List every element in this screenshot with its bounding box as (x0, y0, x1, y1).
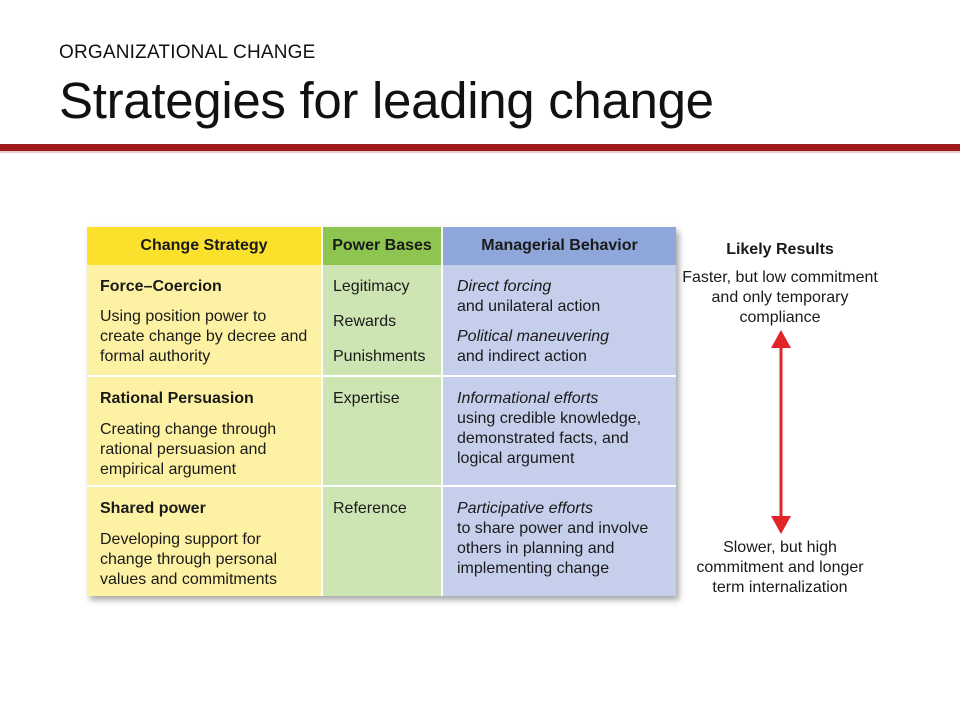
strategy-description: Developing support for change through personal values and commitments (100, 531, 278, 588)
behavior-detail: to share power and involve others in planning and implementing change (457, 520, 649, 577)
slide-overline: ORGANIZATIONAL CHANGE (59, 42, 316, 63)
double-arrow-icon (769, 330, 793, 534)
behavior-detail: and unilateral action (457, 298, 601, 315)
behavior-title: Participative efforts (457, 500, 594, 517)
results-heading: Likely Results (726, 241, 834, 258)
strategy-name: Rational Persuasion (100, 390, 254, 407)
table-row-shared-power-strategy (87, 485, 321, 596)
table-row-force-coercion-behavior (441, 265, 676, 375)
behavior-title: Political maneuvering (457, 328, 610, 345)
behavior-item (457, 327, 670, 367)
power-base: Legitimacy (333, 278, 410, 295)
behavior-item (457, 499, 670, 579)
likely-results-bottom (680, 538, 880, 598)
table-row-shared-power-power (321, 485, 441, 596)
strategy-description: Creating change through rational persuasion and empirical argument (100, 421, 277, 478)
table-row-force-coercion-strategy (87, 265, 321, 375)
strategy-name: Force–Coercion (100, 278, 222, 295)
table-row-shared-power-behavior (441, 485, 676, 596)
table-row-rational-persuasion-behavior (441, 375, 676, 485)
behavior-detail: and indirect action (457, 348, 587, 365)
slide-header (59, 42, 714, 129)
strategy-table (87, 227, 676, 596)
table-row-force-coercion-power (321, 265, 441, 375)
header-change-strategy: Change Strategy (87, 227, 321, 265)
table-row-rational-persuasion-power (321, 375, 441, 485)
header-power-bases: Power Bases (321, 227, 441, 265)
likely-results-top (680, 240, 880, 328)
table-row-rational-persuasion-strategy (87, 375, 321, 485)
behavior-item (457, 277, 670, 317)
title-divider (0, 144, 960, 151)
behavior-title: Informational efforts (457, 390, 599, 407)
strategy-name: Shared power (100, 500, 206, 517)
strategy-description: Using position power to create change by decree and formal authority (100, 308, 308, 365)
behavior-item (457, 389, 670, 469)
power-base: Reference (333, 500, 407, 517)
header-managerial-behavior: Managerial Behavior (441, 227, 676, 265)
results-fast: Faster, but low commitment and only temporary compliance (682, 269, 878, 326)
power-base: Punishments (333, 348, 426, 365)
behavior-detail: using credible knowledge, demonstrated facts, and logical argument (457, 410, 642, 467)
double-arrow-graphic (769, 330, 793, 534)
results-slow: Slower, but high commitment and longer term internalization (696, 539, 864, 596)
behavior-title: Direct forcing (457, 278, 552, 295)
power-base: Expertise (333, 390, 400, 407)
power-base: Rewards (333, 313, 397, 330)
slide-title: Strategies for leading change (59, 72, 714, 129)
